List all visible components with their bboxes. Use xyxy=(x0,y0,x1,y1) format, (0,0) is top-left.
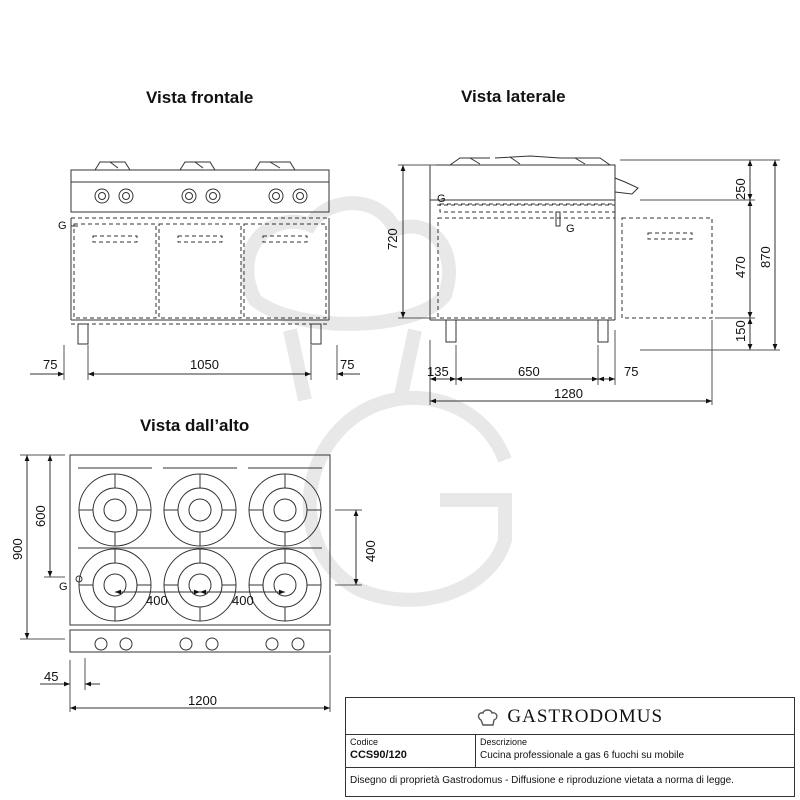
top-dim-pitch-2: 400 xyxy=(232,593,254,608)
top-dim-1200: 1200 xyxy=(188,693,217,708)
chef-hat-icon xyxy=(477,708,499,728)
code-value: CCS90/120 xyxy=(350,749,407,761)
burner-grid xyxy=(78,468,322,625)
side-dim-250: 250 xyxy=(733,178,748,200)
top-dim-pitch-1: 400 xyxy=(146,593,168,608)
side-gas-label-mid: G xyxy=(566,223,575,235)
code-label: Codice xyxy=(350,737,379,747)
side-dim-height: 720 xyxy=(385,228,400,250)
brand-name: GASTRODOMUS xyxy=(507,706,664,727)
side-view-title: Vista laterale xyxy=(461,87,566,106)
description-value: Cucina professionale a gas 6 fuochi su mobile xyxy=(480,750,685,761)
side-dim-total: 870 xyxy=(758,246,773,268)
code-cell xyxy=(346,735,476,767)
description-cell xyxy=(476,735,794,767)
description-label: Descrizione xyxy=(480,737,528,747)
top-dim-45: 45 xyxy=(44,669,59,684)
brand-row xyxy=(346,698,794,735)
side-dim-depth: 1280 xyxy=(554,386,583,401)
front-dim-right: 75 xyxy=(340,357,355,372)
front-gas-label: G xyxy=(58,220,67,232)
side-dim-75: 75 xyxy=(624,364,639,379)
side-gas-label-top: G xyxy=(437,193,446,205)
title-block xyxy=(345,697,795,797)
side-dim-650: 650 xyxy=(518,364,540,379)
side-dim-470: 470 xyxy=(733,256,748,278)
front-knobs xyxy=(95,189,307,203)
front-dim-left: 75 xyxy=(43,357,58,372)
top-dim-900: 900 xyxy=(10,538,25,560)
side-dim-150: 150 xyxy=(733,320,748,342)
top-view-title: Vista dall’alto xyxy=(140,416,250,435)
top-gas-label: G xyxy=(59,581,68,593)
front-view xyxy=(30,162,360,380)
side-dim-135: 135 xyxy=(427,364,449,379)
code-description-row xyxy=(346,735,794,768)
front-view-title: Vista frontale xyxy=(146,88,254,107)
top-knobs xyxy=(95,638,304,650)
copyright-notice: Disegno di proprietà Gastrodomus - Diffusione e riproduzione vietata a norma di legge. xyxy=(350,775,734,786)
top-dim-400-vertical: 400 xyxy=(363,540,378,562)
front-dim-width: 1050 xyxy=(190,357,219,372)
top-dim-600: 600 xyxy=(33,505,48,527)
